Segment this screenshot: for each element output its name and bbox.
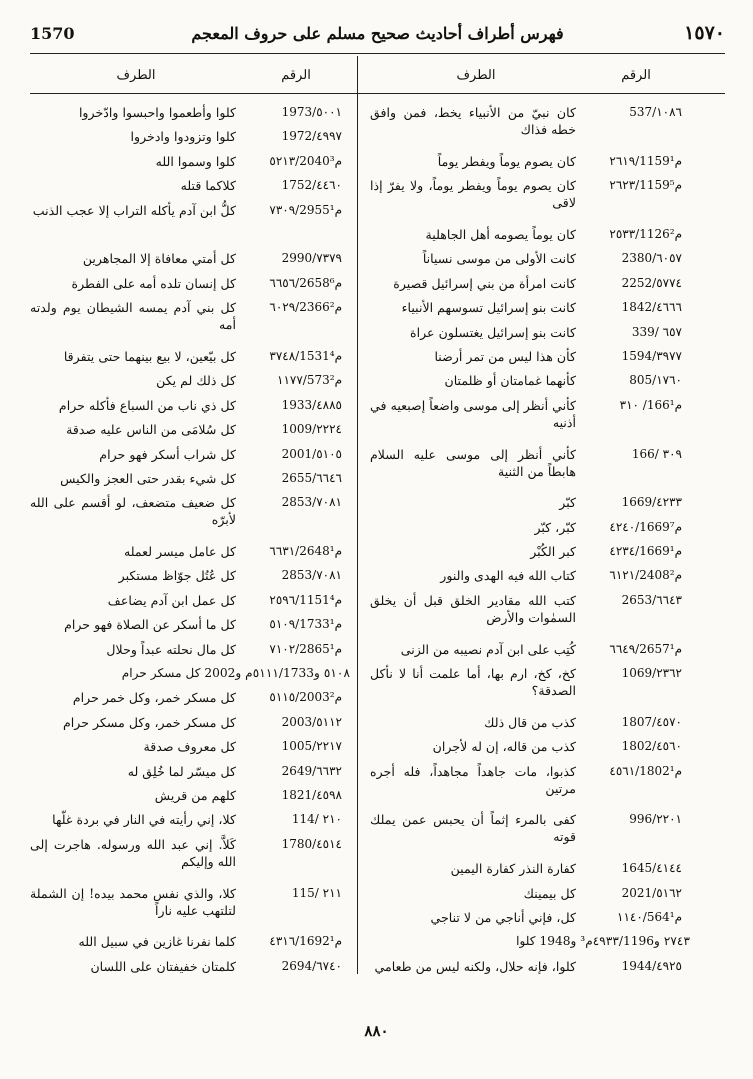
index-entry bbox=[30, 714, 350, 738]
index-entry bbox=[30, 275, 350, 299]
entry-number: ٧٣٠٩/2955م¹ bbox=[269, 202, 342, 217]
entry-number: 996/٢٢٠١ bbox=[629, 812, 682, 827]
text-header: الطرف bbox=[116, 67, 156, 83]
number-header: الرقم bbox=[281, 67, 311, 83]
index-entry bbox=[30, 665, 350, 689]
index-entry bbox=[370, 372, 690, 396]
left-column bbox=[30, 60, 350, 982]
entry-text: كلُّ ابن آدم يأكله التراب إلا عجب الذنب bbox=[32, 202, 236, 218]
page-footer-number: ٨٨٠ bbox=[364, 1022, 389, 1040]
index-entry bbox=[30, 128, 350, 152]
index-entry bbox=[30, 494, 350, 543]
entry-text: كل سُلامَى من الناس عليه صدقة bbox=[66, 422, 236, 438]
index-entry bbox=[30, 811, 350, 835]
entry-number: 2655/٦٦٤٦ bbox=[281, 470, 342, 485]
page-header bbox=[30, 20, 725, 48]
entry-text: كانت بنو إسرائيل يغتسلون عراة bbox=[410, 324, 576, 340]
header-rule bbox=[30, 53, 725, 54]
entry-text: كأني أنظر إلى موسى واضعاً إصبعيه في أذنيه bbox=[370, 397, 576, 430]
entry-text: كل شيء بقدر حتى العجز والكيس bbox=[60, 470, 236, 486]
entry-number: 1645/٤١٤٤ bbox=[621, 861, 682, 876]
entry-text: كلوا وتزودوا وادخروا bbox=[130, 129, 236, 145]
entry-number: 805/١٧٦٠ bbox=[629, 373, 682, 388]
entry-number: ٤٢٤٠/1669م⁷ bbox=[609, 519, 682, 534]
entry-number: ٢٥٣٣/1126م² bbox=[609, 226, 682, 241]
entry-number: ٢٦٢٣/1159م⁵ bbox=[609, 178, 682, 193]
entry-text: كلمتان خفيفتان على اللسان bbox=[90, 958, 236, 974]
right-column-header bbox=[370, 60, 690, 90]
index-entry bbox=[30, 836, 350, 885]
index-entry bbox=[30, 470, 350, 494]
index-entry bbox=[370, 811, 690, 860]
entry-text: كخ، كخ، ارم بها، أما علمت أنا لا نأكل الصدقة؟ bbox=[370, 666, 576, 699]
index-entry bbox=[30, 202, 350, 251]
entry-text: كلما نفرنا غازين في سبيل الله bbox=[78, 934, 236, 950]
entry-text: كل شراب أسكر فهو حرام bbox=[99, 446, 236, 462]
index-entry bbox=[370, 299, 690, 323]
index-entry bbox=[370, 494, 690, 518]
entry-text: كل معروف صدقة bbox=[143, 739, 236, 755]
entry-text: كلوا وأطعموا واحبسوا وادّخروا bbox=[78, 105, 236, 120]
entry-number: 2653/٦٦٤٣ bbox=[621, 592, 682, 607]
entry-text: كل بيّعين، لا بيع بينهما حتى يتفرقا bbox=[63, 348, 236, 364]
entry-text: كانت الأولى من موسى نسياناً bbox=[422, 251, 576, 267]
entry-text: كل مسكر خمر، وكل مسكر حرام bbox=[62, 714, 236, 730]
index-entry bbox=[370, 665, 690, 714]
entry-number: 1842/٤٦٦٦ bbox=[621, 300, 682, 315]
entry-text: كل مال نحلته عبداً وحلال bbox=[106, 641, 236, 657]
entry-text: كل بيمينك bbox=[523, 885, 576, 901]
index-entry bbox=[30, 689, 350, 713]
entry-text: كأن هذا ليس من تمر أرضنا bbox=[434, 348, 576, 364]
index-entry bbox=[370, 226, 690, 250]
entry-text: كفارة النذر كفارة اليمين bbox=[450, 861, 576, 877]
entry-text: كتب الله مقادير الخلق قبل أن يخلق السمٰوات والأرض bbox=[370, 592, 576, 625]
entry-number: 1821/٤٥٩٨ bbox=[281, 787, 342, 802]
entry-text: كفى بالمرء إثماً أن يحبس عمن يملك قوته bbox=[370, 812, 576, 845]
entry-number: 1972/٤٩٩٧ bbox=[281, 129, 342, 144]
entry-number: 2380/٦٠٥٧ bbox=[621, 251, 682, 266]
index-entry bbox=[30, 885, 350, 934]
entry-text: كلوا، فإنه حلال، ولكنه ليس من طعامي bbox=[374, 958, 576, 974]
entry-text: كذب من قال ذلك bbox=[484, 714, 576, 730]
entry-text: كل عمل ابن آدم يضاعف bbox=[107, 592, 236, 608]
index-entry bbox=[30, 446, 350, 470]
entry-text: كتاب الله فيه الهدى والنور bbox=[440, 568, 576, 584]
index-entry bbox=[370, 348, 690, 372]
entry-text: كل بني آدم يمسه الشيطان يوم ولدته أمه bbox=[30, 300, 236, 333]
entry-text: كذب من قاله، إن له لأجران bbox=[432, 739, 576, 755]
entry-text: كبّر، كبّر bbox=[534, 519, 576, 535]
entry-text: كل مسكر خمر، وكل خمر حرام bbox=[72, 690, 236, 706]
index-entry bbox=[370, 324, 690, 348]
entry-text: كبر الكُبْر bbox=[530, 544, 576, 560]
entry-number: 1009/٢٢٢٤ bbox=[281, 422, 342, 437]
entry-combined: ٢٧٤٣ و٤٩٣٣/1196م³ و1948 كلوا bbox=[516, 934, 690, 949]
entry-number: 2853/٧٠٨١ bbox=[281, 568, 342, 583]
entry-number: ٥١٠٩/1733م¹ bbox=[269, 617, 342, 632]
index-entry bbox=[30, 397, 350, 421]
index-entry bbox=[30, 933, 350, 957]
entry-text: كل إنسان تلده أمه على الفطرة bbox=[71, 275, 236, 291]
entry-number: 2649/٦٦٣٢ bbox=[281, 763, 342, 778]
index-entry bbox=[30, 567, 350, 591]
entry-text: كل أمتي معافاة إلا المجاهرين bbox=[82, 251, 236, 267]
index-entry bbox=[370, 909, 690, 933]
entry-number: 1069/٢٣٦٢ bbox=[621, 666, 682, 681]
entry-number: ٧١٠٢/2865م¹ bbox=[269, 641, 342, 656]
entry-number: ١١٤٠/564م¹ bbox=[617, 910, 682, 925]
entry-number: 1802/٤٥٦٠ bbox=[621, 739, 682, 754]
number-header: الرقم bbox=[621, 67, 651, 83]
page-number-arabic: ١٥٧٠ bbox=[684, 22, 725, 44]
right-column bbox=[370, 60, 690, 982]
index-entry bbox=[30, 372, 350, 396]
entry-number: 2990/٧٣٧٩ bbox=[281, 251, 342, 266]
index-entry bbox=[370, 567, 690, 591]
entry-number: ٤٣١٦/1692م¹ bbox=[269, 934, 342, 949]
entry-text: كل ما أسكر عن الصلاة فهو حرام bbox=[64, 617, 236, 633]
entry-text: كان يصوم يوماً ويفطر يوماً bbox=[437, 153, 576, 169]
index-entry bbox=[370, 446, 690, 495]
index-entry bbox=[30, 104, 350, 128]
entry-number: 114/ ٢١٠ bbox=[291, 812, 342, 827]
entry-text: كُتِب على ابن آدم نصيبه من الزنى bbox=[400, 641, 576, 657]
text-header: الطرف bbox=[456, 67, 496, 83]
index-entry bbox=[370, 933, 690, 957]
index-entry bbox=[370, 397, 690, 446]
index-entry bbox=[370, 714, 690, 738]
entry-text: كلاكما قتله bbox=[180, 178, 236, 194]
index-entry bbox=[30, 299, 350, 348]
entry-number: 1944/٤٩٢٥ bbox=[621, 958, 682, 973]
index-entry bbox=[30, 153, 350, 177]
index-entry bbox=[370, 958, 690, 982]
entry-text: كانت امرأة من بني إسرائيل قصيرة bbox=[393, 275, 576, 291]
entry-text: كلا، والذي نفس محمد بيده! إن الشملة لتلتهب عليه ناراً bbox=[30, 885, 236, 918]
index-entry bbox=[370, 885, 690, 909]
entry-text: كل ميسّر لما خُلِق له bbox=[127, 763, 236, 779]
entry-number: 1669/٤٢٣٣ bbox=[621, 495, 682, 510]
entry-number: ٥٢١٣/2040م³ bbox=[269, 153, 342, 168]
entry-number: ٢٥٩٦/1151م⁴ bbox=[269, 592, 342, 607]
entry-text: كأنهما غمامتان أو ظلمتان bbox=[444, 373, 576, 389]
entry-number: 1005/٢٢١٧ bbox=[281, 739, 342, 754]
entry-number: 2694/٦٧٤٠ bbox=[281, 958, 342, 973]
index-entry bbox=[30, 177, 350, 201]
index-entry bbox=[30, 763, 350, 787]
index-entry bbox=[370, 250, 690, 274]
left-column-header bbox=[30, 60, 350, 90]
entry-number: ٣١٠ /166م¹ bbox=[619, 397, 682, 412]
index-entry bbox=[370, 543, 690, 567]
entry-text: كذبوا، مات جاهداً مجاهداً، فله أجره مرتين bbox=[370, 763, 576, 796]
entry-number: 339/ ٦٥٧ bbox=[631, 324, 682, 339]
index-entry bbox=[30, 958, 350, 982]
entry-number: ٢٦١٩/1159م¹ bbox=[609, 153, 682, 168]
entry-text: كل عامل ميسر لعمله bbox=[123, 544, 236, 560]
index-entry bbox=[370, 641, 690, 665]
entry-text: كَلاَّ. إني عبد الله ورسوله. هاجرت إلى الله وإليكم bbox=[30, 836, 236, 869]
entry-combined: ٥١٠٨ و٥١١١/1733م و2002 كل مسكر حرام bbox=[121, 666, 350, 681]
index-entry bbox=[30, 592, 350, 616]
entry-text: كأني أنظر إلى موسى عليه السلام هابطاً من الثنية bbox=[370, 446, 576, 479]
index-entry bbox=[370, 104, 690, 153]
index-entry bbox=[30, 616, 350, 640]
index-entry bbox=[30, 641, 350, 665]
entry-number: 2003/٥١١٢ bbox=[281, 714, 342, 729]
entry-number: 537/١٠٨٦ bbox=[629, 105, 682, 119]
entry-number: ٦٠٢٩/2366م² bbox=[269, 300, 342, 315]
column-divider bbox=[357, 56, 358, 974]
entry-number: 2853/٧٠٨١ bbox=[281, 495, 342, 510]
left-entries bbox=[30, 104, 350, 982]
entry-number: ٦٦٣١/2648م¹ bbox=[269, 544, 342, 559]
index-entry bbox=[370, 177, 690, 226]
index-entry bbox=[370, 592, 690, 641]
entry-text: كانت بنو إسرائيل تسوسهم الأنبياء bbox=[401, 300, 576, 316]
entry-number: 166/ ٣٠٩ bbox=[631, 446, 682, 461]
entry-text: كان يصوم يوماً ويفطر يوماً، ولا يفرّ إذا لاقى bbox=[370, 178, 576, 211]
page-number-latin: 1570 bbox=[30, 24, 75, 43]
entry-text: كل ضعيف متضعف، لو أقسم على الله لأبرّه bbox=[30, 495, 236, 528]
index-entry bbox=[370, 275, 690, 299]
entry-number: ٦١٢١/2408م² bbox=[609, 568, 682, 583]
index-entry bbox=[30, 250, 350, 274]
entry-number: 1973/٥٠٠١ bbox=[281, 105, 342, 119]
entry-number: ٦٦٥٦/2658م⁶ bbox=[269, 275, 342, 290]
entry-text: كل عُتُل جوّاظ مستكبر bbox=[118, 568, 236, 584]
index-entry bbox=[30, 787, 350, 811]
entry-number: 1594/٣٩٧٧ bbox=[621, 348, 682, 363]
right-entries bbox=[370, 104, 690, 982]
entry-text: كلا، إني رأيته في النار في بردة غلّها bbox=[52, 812, 236, 828]
index-entry bbox=[370, 860, 690, 884]
entry-text: كبّر bbox=[559, 495, 576, 511]
entry-number: ١١٧٧/573م² bbox=[277, 373, 342, 388]
entry-number: 1752/٤٤٦٠ bbox=[281, 178, 342, 193]
entry-number: 2252/٥٧٧٤ bbox=[621, 275, 682, 290]
index-entry bbox=[30, 348, 350, 372]
index-entry bbox=[30, 543, 350, 567]
entry-number: 1807/٤٥٧٠ bbox=[621, 714, 682, 729]
entry-text: كل ذلك لم يكن bbox=[156, 373, 236, 389]
entry-text: كان نبيّ من الأنبياء يخط، فمن وافق خطه فذاك bbox=[370, 105, 576, 137]
entry-number: ٤٢٣٤/1669م¹ bbox=[609, 544, 682, 559]
entry-text: كل ذي ناب من السباع فأكله حرام bbox=[58, 397, 236, 413]
entry-text: كل، فإني أناجي من لا تناجي bbox=[430, 910, 576, 926]
index-entry bbox=[30, 421, 350, 445]
page-title: فهرس أطراف أحاديث صحيح مسلم على حروف المعجم bbox=[191, 24, 564, 43]
entry-number: 2021/٥١٦٢ bbox=[621, 885, 682, 900]
entry-number: 115/ ٢١١ bbox=[291, 885, 342, 900]
entry-text: كلوا وسموا الله bbox=[155, 153, 236, 169]
entry-number: 2001/٥١٠٥ bbox=[281, 446, 342, 461]
index-entry bbox=[30, 738, 350, 762]
entry-number: ٦٦٤٩/2657م¹ bbox=[609, 641, 682, 656]
entry-number: 1780/٤٥١٤ bbox=[281, 836, 342, 851]
entry-number: ٣٧٤٨/1531م⁴ bbox=[269, 348, 342, 363]
index-entry bbox=[370, 153, 690, 177]
entry-number: ٤٥٦١/1802م¹ bbox=[609, 763, 682, 778]
index-entry bbox=[370, 763, 690, 812]
entry-number: ٥١١٥/2003م² bbox=[269, 690, 342, 705]
index-entry bbox=[370, 738, 690, 762]
entry-number: 1933/٤٨٨٥ bbox=[281, 397, 342, 412]
entry-text: كلهم من قريش bbox=[154, 787, 236, 803]
index-entry bbox=[370, 519, 690, 543]
entry-text: كان يوماً يصومه أهل الجاهلية bbox=[425, 226, 576, 242]
